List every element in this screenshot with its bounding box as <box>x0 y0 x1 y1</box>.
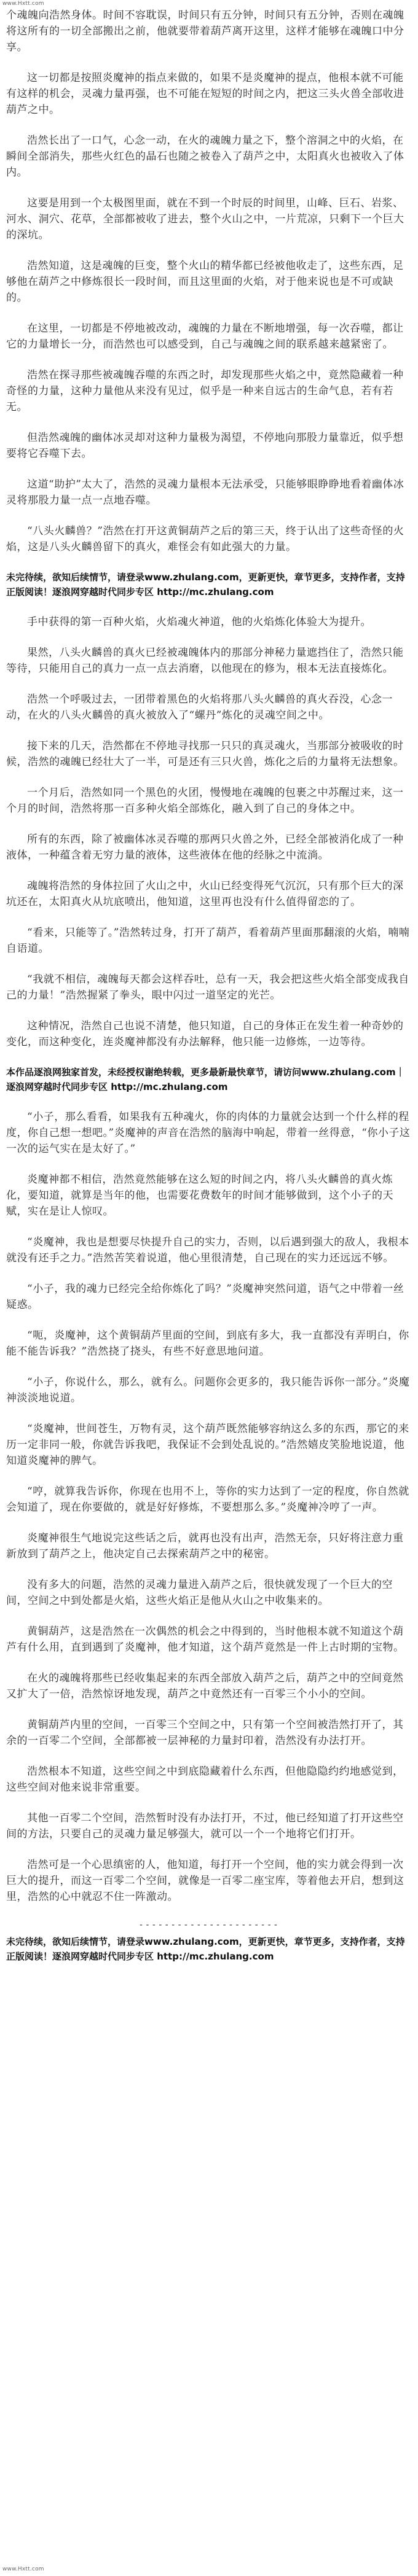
chapter-notice: 未完待续，欲知后续情节，请登录www.zhulang.com，更新更快，章节更多，支持作者，支持正版阅读！逐浪网穿越时代同步专区 http://mc.zhulang.com <box>6 572 405 597</box>
paragraph: “八头火麟兽？”浩然在打开这黄铜葫芦之后的第三天，终于认出了这些奇怪的火焰，这是八头火麟兽留下的真火，难怪会有如此强大的力量。 <box>6 525 404 553</box>
paragraph: 手中获得的第一百种火焰，火焰魂火神道，他的火焰炼化体验大为提升。 <box>27 616 371 628</box>
chapter-notice: 本作品逐浪网独家首发，未经授权谢绝转载，更多最新最快章节，请访问www.zhulang.com｜逐浪网穿越时代同步专区 http://mc.zhulang.com <box>6 1067 405 1092</box>
paragraph: 魂魄将浩然的身体拉回了火山之中，火山已经变得死气沉沉，只有那个巨大的深坑还在，太阳真火从坑底喷出，他知道，这里再也没有什么值得留恋的了。 <box>6 880 404 908</box>
paragraph: 炎魔神都不相信，浩然竟然能够在这么短的时间之内，将八头火麟兽的真火炼化，要知道，就算是当年的他，也需要花费数年的时间才能够做到，这个小子的天赋，实在是让人惊叹。 <box>6 1173 393 1218</box>
paragraph: 在这里，一切都是不停地被改动，魂魄的力量在不断地增强，每一次吞噬，都让它的力量增长一分，而浩然也可以感受到，自己与魂魄之间的联系越来越紧密了。 <box>6 322 404 351</box>
paragraph: 浩然可是一个心思缜密的人，他知道，每打开一个空间，他的实力就会得到一次巨大的提升，而这一百零二个空间，就像是一百零二座宝库，等着他去开启，想到这里，浩然的心中就忍不住一阵激动。 <box>6 1859 404 1903</box>
paragraph: 浩然一个呼吸过去，一团带着黑色的火焰将那八头火麟兽的真火吞没，心念一动，在火的八头火麟兽的真火被放入了“螺丹”炼化的灵魂空间之中。 <box>6 693 393 722</box>
divider: ---------------------- <box>138 1920 280 1930</box>
paragraph: “看来，只能等了。”浩然转过身，打开了葫芦，看着葫芦里面那翻滚的火焰，喃喃自语道。 <box>6 927 410 955</box>
paragraph: 接下来的几天，浩然都在不停地寻找那一只只的真灵魂火，当那部分被吸收的时候，浩然的魂魄已经壮大了一半，可是还有三只火兽，炼化之后的力量将无法想象。 <box>6 740 404 768</box>
site-watermark-top: www.Hxtt.com <box>2 1 44 7</box>
paragraph: 黄铜葫芦内里的空间，一百零三个空间之中，只有第一个空间被浩然打开了，其余的一百零二个空间，全部都被一层神秘的力量封印着，浩然没有办法打开。 <box>6 1719 404 1747</box>
paragraph: 黄铜葫芦，这是浩然在一次偶然的机会之中得到的，当时他根本就不知道这个葫芦有什么用，直到遇到了炎魔神，他才知道，这个葫芦竟然是一件上古时期的宝物。 <box>6 1625 404 1654</box>
paragraph: “小子，那么看看，如果我有五种魂火，你的肉体的力量就会达到一个什么样的程度，你自己想一想吧。”炎魔神的声音在浩然的脑海中响起，带着一丝得意，“你小子这一次的运气实在是太好了。” <box>6 1111 411 1155</box>
paragraph: “我就不相信，魂魄每天都会这样吞吐，总有一天，我会把这些火焰全部变成我自己的力量！”浩然握紧了拳头，眼中闪过一道坚定的光芒。 <box>6 973 409 1002</box>
paragraph: “哼，就算我告诉你，你现在也用不上，等你的实力达到了一定的程度，你自然就会知道了，现在你要做的，就是好好修炼，不要想那么多。”炎魔神冷哼了一声。 <box>6 1485 409 1514</box>
paragraph: 这要是用到一个太极图里面，就在不到一个时辰的时间里，山峰、巨石、岩浆、河水、洞穴、花草，全部都被收了进去，整个火山之中，一片荒凉，只剩下一个巨大的深坑。 <box>6 197 404 241</box>
paragraph: 浩然知道，这是魂魄的巨变，整个火山的精华都已经被他收走了，这些东西，足够他在葫芦之中修炼很长一段时间，而且这里面的火焰，对于他来说也是不可或缺的。 <box>6 260 404 304</box>
paragraph: 其他一百零二个空间，浩然暂时没有办法打开，不过，他已经知道了打开这些空间的方法，只要自己的灵魂力量足够强大，就可以一个一个地将它们打开。 <box>6 1812 404 1840</box>
paragraph: 这一切都是按照炎魔神的指点来做的，如果不是炎魔神的提点，他根本就不可能有这样的机会，灵魂力量再强，也不可能在短短的时间之内，把这三头火兽全部收进葫芦之中。 <box>6 72 404 116</box>
paragraph: 炎魔神很生气地说完这些话之后，就再也没有出声，浩然无奈，只好将注意力重新放到了葫芦之上，他决定自己去探索葫芦之中的秘密。 <box>6 1532 404 1560</box>
paragraph: 个魂魄向浩然身体。时间不容耽误，时间只有五分钟，时间只有五分钟，否则在魂魄将这所有的一切全部搬出之前，他就要带着葫芦离开这里，这样才能够在魂魄口中分享。 <box>6 9 404 53</box>
paragraph: “炎魔神，我也是想要尽快提升自己的实力，否则，以后遇到强大的敌人，我根本就没有还手之力。”浩然苦笑着说道，他心里很清楚，自己现在的实力还远远不够。 <box>6 1236 409 1264</box>
chapter-notice: 未完待续，欲知后续情节，请登录www.zhulang.com，更新更快，章节更多，支持作者，支持正版阅读！逐浪网穿越时代同步专区 http://mc.zhulang.com <box>6 1936 405 1962</box>
paragraph: 浩然根本不知道，这些空间之中到底隐藏着什么东西，但他隐隐约约地感觉到，这些空间对他来说非常重要。 <box>6 1765 404 1794</box>
paragraph: 果然，八头火麟兽的真火已经被魂魄体内的那部分神秘力量遮挡住了，浩然只能等待，只能用自己的真力一点一点去消磨，以他现在的修为，根本无法直接炼化。 <box>6 647 404 675</box>
paragraph: 这种情况，浩然自己也说不清楚，他只知道，自己的身体正在发生着一种奇妙的变化，而这种变化，连炎魔神都没有办法解释，他只能一边修炼，一边等待。 <box>6 1020 404 1048</box>
site-watermark-bottom: www.Hxtt.com <box>2 2566 44 2572</box>
paragraph: 没有多大的问题，浩然的灵魂力量进入葫芦之后，很快就发现了一个巨大的空间，空间之中到处都是火焰，这些火焰正是他从火山之中收集来的。 <box>6 1579 393 1607</box>
paragraph: 浩然长出了一口气，心念一动，在火的魂魄力量之下，整个溶洞之中的火焰，在瞬间全部消失，那些火红色的晶石也随之被卷入了葫芦之中，太阳真火也被收入了体内。 <box>6 134 404 179</box>
paragraph: “炎魔神，世间苍生，万物有灵，这个葫芦既然能够容纳这么多的东西，那它的来历一定非同一般，你就告诉我吧，我保证不会到处乱说的。”浩然嬉皮笑脸地说道，他知道炎魔神的脾气。 <box>6 1423 409 1467</box>
chapter-body <box>6 7 412 1964</box>
paragraph: 浩然在探寻那些被魂魄吞噬的东西之时，却发现那些火焰之中，竟然隐藏着一种奇怪的力量，这种力量他从来没有见过，似乎是一种来自远古的生命气息，若有若无。 <box>6 369 404 413</box>
paragraph: 一个月后，浩然如同一个黑色的火团，慢慢地在魂魄的包裹之中苏醒过来，这一个月的时间，浩然将那一百多种火焰全部炼化，融入到了自己的身体之中。 <box>6 787 404 815</box>
paragraph: 在火的魂魄将那些已经收集起来的东西全部放入葫芦之后，葫芦之中的空间竟然又扩大了一倍，浩然惊讶地发现，葫芦之中竟然还有一百零三个小小的空间。 <box>6 1672 404 1700</box>
paragraph: 所有的东西，除了被幽体冰灵吞噬的那两只火兽之外，已经全部被消化成了一种液体，一种蕴含着无穷力量的液体，这些液体在他的经脉之中流淌。 <box>6 833 404 862</box>
paragraph: “呃，炎魔神，这个黄铜葫芦里面的空间，到底有多大，我一直都没有弄明白，你能不能告诉我？”浩然挠了挠头，有些不好意思地问道。 <box>6 1329 409 1358</box>
paragraph: “小子，我的魂力已经完全给你炼化了吗？”炎魔神突然问道，语气之中带着一丝疑惑。 <box>6 1283 404 1311</box>
paragraph: “小子，你说什么，那么，就有么。问题你会更多的，我只能告诉你一部分。”炎魔神淡淡地说道。 <box>6 1376 410 1404</box>
paragraph: 这道“助护”太大了，浩然的灵魂力量根本无法承受，只能够眼睁睁地看着幽体冰灵将那股力量一点一点地吞噬。 <box>6 478 404 507</box>
paragraph: 但浩然魂魄的幽体冰灵却对这种力量极为渴望，不停地向那股力量靠近，似乎想要将它吞噬下去。 <box>6 432 404 460</box>
